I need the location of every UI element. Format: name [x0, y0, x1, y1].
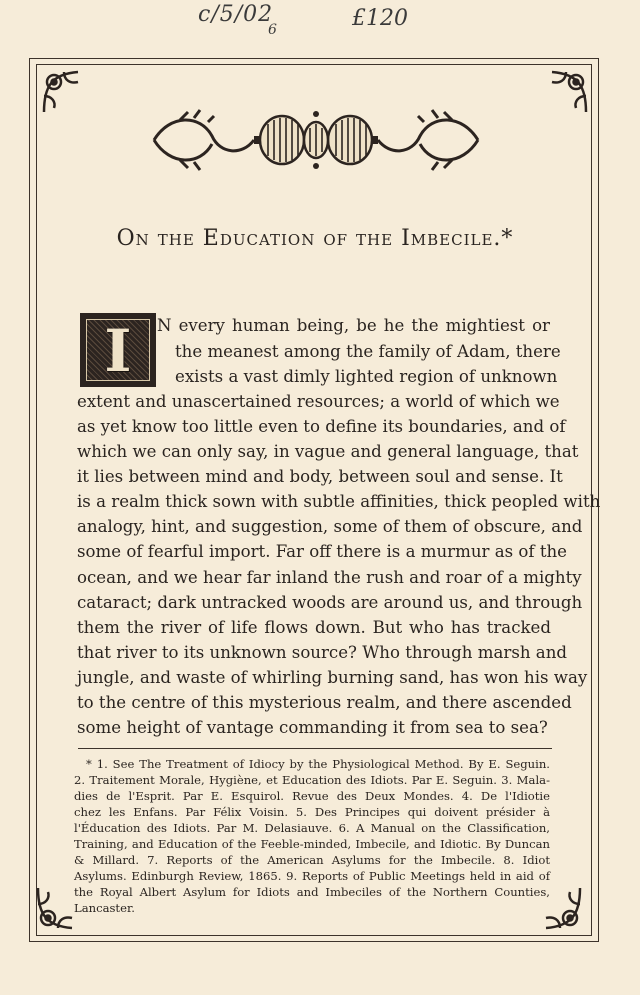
body-line: to the centre of this mysterious realm, and there ascended: [77, 693, 572, 712]
body-line: ocean, and we hear far inland the rush and roar of a mighty: [77, 568, 582, 587]
body-line: cataract; dark untracked woods are around us, and through: [77, 593, 583, 612]
body-line: some of fearful import. Far off there is a murmur as of the: [77, 542, 568, 561]
body-line: it lies between mind and body, between soul and sense. It: [77, 467, 563, 486]
body-line: the meanest among the family of Adam, there: [175, 342, 561, 361]
corner-ornament-top-left: [38, 66, 90, 118]
handwritten-shelfmark: c/5/02: [198, 2, 274, 27]
decorative-headpiece: [150, 106, 482, 174]
footnote-line: Lancaster.: [74, 901, 135, 915]
ornamental-drop-cap: [80, 313, 156, 387]
footnote-line: Asylums. Edinburgh Review, 1865. 9. Reports of Public Meetings held in aid of: [74, 869, 550, 883]
article-title: On the Education of the Imbecile.*: [116, 226, 514, 251]
body-line: that river to its unknown source? Who through marsh and: [77, 643, 568, 662]
body-line: exists a vast dimly lighted region of unknown: [175, 367, 558, 386]
handwritten-number: 6: [268, 22, 277, 38]
body-line: jungle, and waste of whirling burning sand, has won his way: [77, 668, 588, 687]
footnote-line: 2. Traitement Morale, Hygiène, et Education des Idiots. Par E. Seguin. 3. Mala-: [74, 773, 550, 787]
body-line: some height of vantage commanding it from sea to sea?: [77, 718, 548, 737]
footnote-line: dies de l'Esprit. Par E. Esquirol. Revue des Deux Mondes. 4. De l'Idiotie: [74, 789, 550, 803]
drop-cap-letter: I: [104, 317, 132, 385]
footnote-line: Training, and Education of the Feeble-minded, Imbecile, and Idiotic. By Duncan: [74, 837, 550, 851]
body-line: as yet know too little even to define its boundaries, and of: [77, 417, 566, 436]
handwritten-price: £120: [352, 6, 408, 31]
footnote-line: & Millard. 7. Reports of the American Asylums for the Imbecile. 8. Idiot: [74, 853, 550, 867]
body-line: N every human being, be he the mightiest or: [157, 316, 550, 335]
corner-ornament-top-right: [540, 66, 592, 118]
footnote-line: chez les Enfans. Par Félix Voisin. 5. Des Principes qui doivent présider à: [74, 805, 550, 819]
body-line: them the river of life flows down. But who has tracked: [77, 618, 551, 637]
body-line: extent and unascertained resources; a world of which we: [77, 392, 560, 411]
footnote-line: * 1. See The Treatment of Idiocy by the Physiological Method. By E. Seguin.: [86, 757, 550, 771]
body-line: is a realm thick sown with subtle affinities, thick peopled with: [77, 492, 601, 511]
footnote-line: the Royal Albert Asylum for Idiots and Imbeciles of the Northern Counties,: [74, 885, 550, 899]
footnote-rule: [78, 748, 552, 749]
body-line: analogy, hint, and suggestion, some of them of obscure, and: [77, 517, 583, 536]
body-line: which we can only say, in vague and general language, that: [77, 442, 579, 461]
footnote-line: l'Éducation des Idiots. Par M. Delasiauve. 6. A Manual on the Classification,: [74, 821, 550, 835]
